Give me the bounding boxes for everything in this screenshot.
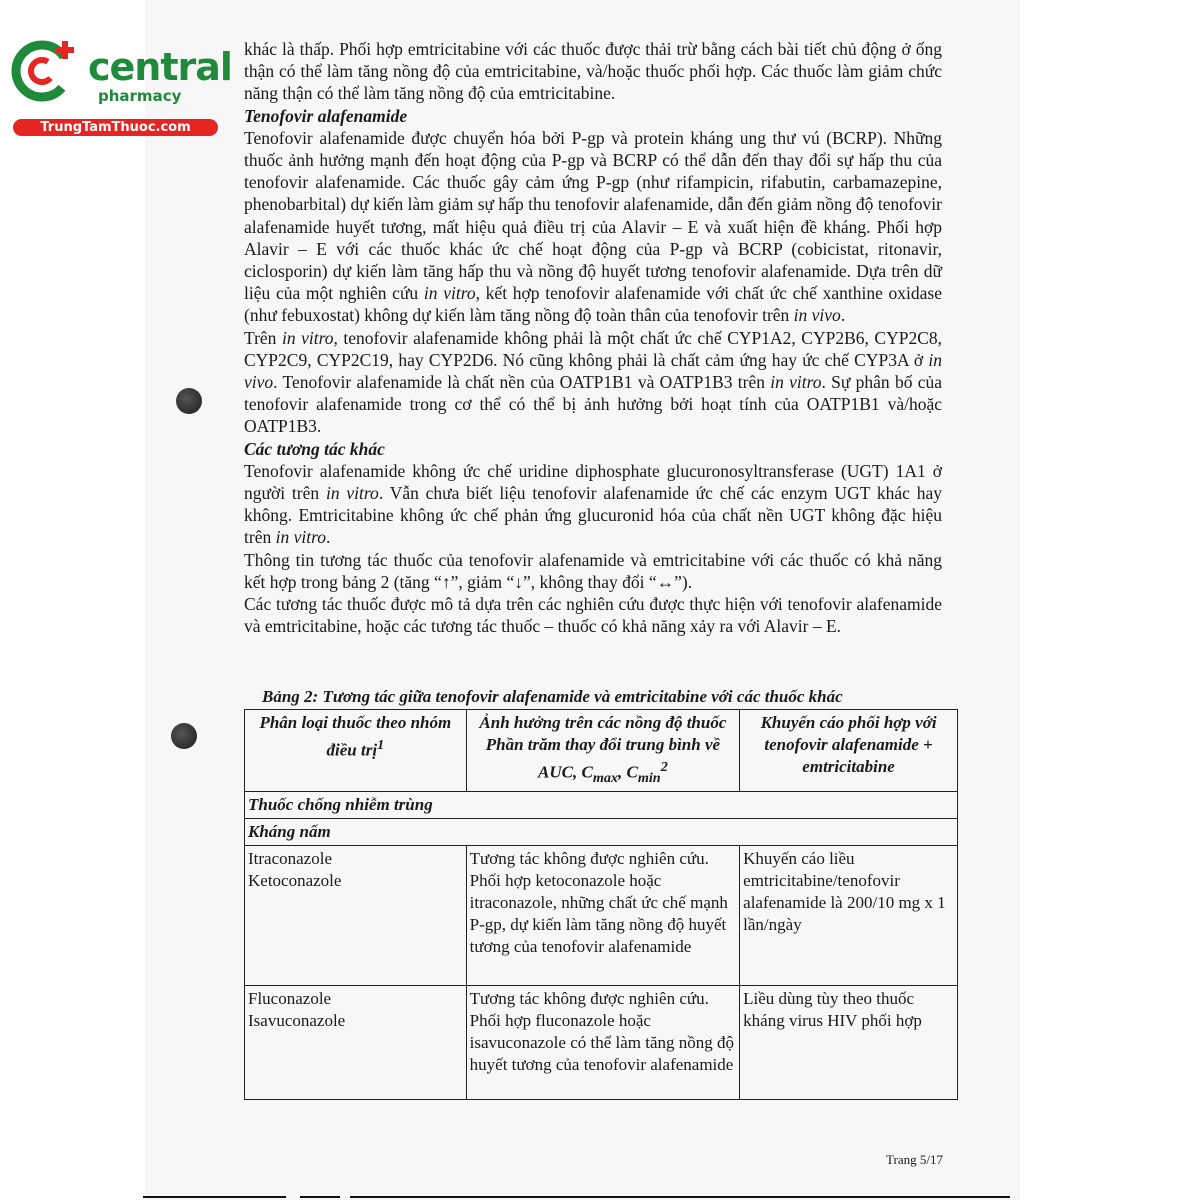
column-header-class: Phân loại thuốc theo nhóm điều trị$^1$ [245,710,467,792]
advice-cell: Khuyến cáo liều emtricitabine/tenofovir alafenamide là 200/10 mg x 1 lần/ngày [740,846,958,986]
body-text [244,38,942,637]
drug-cell: Itraconazole Ketoconazole [245,846,467,986]
logo-mark-icon [8,35,88,115]
effect-cell: Tương tác không được nghiên cứu. Phối hợp fluconazole hoặc isavuconazole có thể làm tăng nồng độ huyết tương của tenofovir alafenamide [466,986,740,1100]
brand-name: central [88,45,232,89]
page-number: Trang 5/17 [886,1152,943,1167]
paragraph: Thông tin tương tác thuốc của tenofovir alafenamide và emtricitabine với các thuốc có khả năng kết hợp trong bảng 2 (tăng “↑”, giảm “↓”, không thay đổi “↔”). [244,549,942,592]
bottom-rule [350,1196,1010,1198]
pharmacy-logo [8,35,232,135]
paragraph: Tenofovir alafenamide được chuyển hóa bởi P-gp và protein kháng ung thư vú (BCRP). Những thuốc ảnh hưởng mạnh đến hoạt động của P-gp và BCRP có thể dẫn đến thay đổi sự hấp thu của tenofovir alafenamide. Các thuốc gây cảm ứng P-gp (như rifampicin, rifabutin, carbamazepine, phenobarbital) dự kiến làm giảm sự hấp thu tenofovir alafenamide, dẫn đến giảm nồng độ tenofovir alafenamide huyết tương, mất hiệu quả điều trị của Alavir – E và xuất hiện đề kháng. Phối hợp Alavir – E với các thuốc khác ức chế hoạt động của P-gp và BCRP (cobicistat, ritonavir, ciclosporin) dự kiến làm tăng hấp thu và nồng độ huyết tương tenofovir alafenamide. Dựa trên dữ liệu của một nghiên cứu in vitro, kết hợp tenofovir alafenamide với chất ức chế xanthine oxidase (như febuxostat) không dự kiến làm tăng nồng độ toàn thân của tenofovir trên in vivo. [244,127,943,326]
table-row [245,846,958,986]
table-caption: Bảng 2: Tương tác giữa tenofovir alafenamide và emtricitabine với các thuốc khác [262,687,843,706]
paragraph: Tenofovir alafenamide không ức chế uridine diphosphate glucuronosyltransferase (UGT) 1A1 ở người trên in vitro. Vẫn chưa biết liệu tenofovir alafenamide ức chế các enzym UGT khác hay không. Emtricitabine không ức chế phản ứng glucuronid hóa của chất nền UGT không đặc hiệu trên in vitro. [244,460,943,548]
table-header-row [245,710,958,792]
column-header-effect: Ảnh hưởng trên các nồng độ thuốc Phần trăm thay đổi trung bình về AUC, $C_{max}$, $C_{min}^2$ [466,710,740,792]
bottom-rule [300,1196,340,1198]
paragraph: Trên in vitro, tenofovir alafenamide không phải là một chất ức chế CYP1A2, CYP2B6, CYP2C8, CYP2C9, CYP2C19, hay CYP2D6. Nó cũng không phải là chất cảm ứng hay ức chế CYP3A ở in vivo. Tenofovir alafenamide là chất nền của OATP1B1 và OATP1B3 trên in vitro. Sự phân bố của tenofovir alafenamide trong cơ thể có thể bị ảnh hưởng bởi hoạt tính của OATP1B1 và/hoặc OATP1B3. [244,327,942,437]
section-heading: Các tương tác khác [244,438,385,459]
punch-hole-bottom [171,723,197,749]
bottom-rule [143,1196,286,1198]
advice-cell: Liều dùng tùy theo thuốc kháng virus HIV phối hợp [740,986,958,1100]
brand-subtitle: pharmacy [98,87,182,105]
paragraph: Các tương tác thuốc được mô tả dựa trên các nghiên cứu được thực hiện với tenofovir alafenamide và emtricitabine, hoặc các tương tác thuốc – thuốc có khả năng xảy ra với Alavir – E. [244,594,942,637]
section-heading: Tenofovir alafenamide [244,105,408,126]
paragraph: khác là thấp. Phối hợp emtricitabine với các thuốc được thải trừ bằng cách bài tiết chủ động ở ống thận có thể làm tăng nồng độ của emtricitabine, và/hoặc thuốc phối hợp. Các thuốc làm giảm chức năng thận có thể làm tăng nồng độ của emtricitabine. [244,39,942,104]
table-group-row: Thuốc chống nhiễm trùng [245,792,958,819]
column-header-advice: Khuyến cáo phối hợp với tenofovir alafenamide + emtricitabine [740,710,958,792]
punch-hole-top [176,388,202,414]
table-row [245,986,958,1100]
effect-cell: Tương tác không được nghiên cứu. Phối hợp ketoconazole hoặc itraconazole, những chất ức chế mạnh P-gp, dự kiến làm tăng nồng độ huyết tương của tenofovir alafenamide [466,846,740,986]
drug-cell: Fluconazole Isavuconazole [245,986,467,1100]
site-badge: TrungTamThuoc.com [13,119,218,136]
interaction-table [244,709,958,1100]
table-subgroup-row: Kháng nấm [245,819,958,846]
